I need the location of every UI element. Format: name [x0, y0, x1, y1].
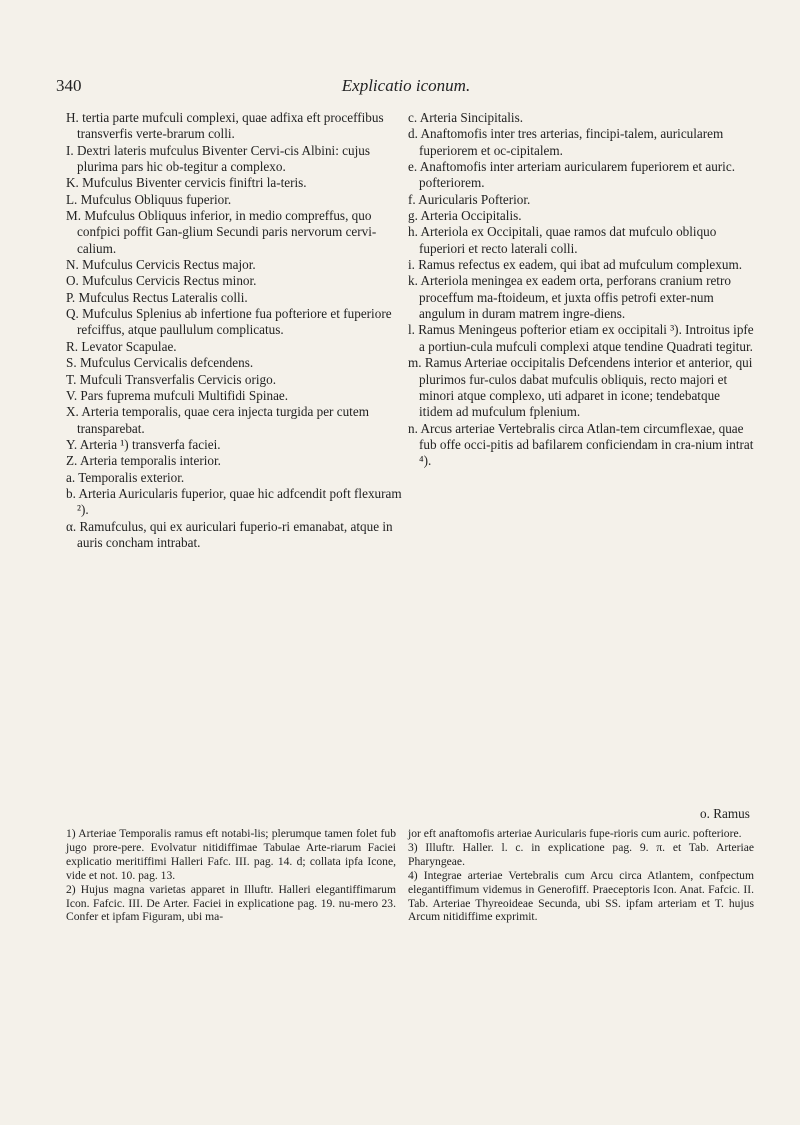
legend-label: h. [408, 224, 418, 240]
legend-entry [66, 175, 402, 191]
legend-label: e. [408, 159, 418, 175]
legend-text: Arteriola ex Occipitali, quae ramos dat mufculo obliquo fuperiori et recto laterali colli. [419, 224, 717, 256]
legend-label: I. [66, 142, 74, 158]
legend-entry [66, 470, 402, 486]
page-header [56, 76, 756, 100]
catchword: o. Ramus [700, 806, 750, 821]
legend-entry [66, 192, 402, 208]
legend-entry [66, 486, 402, 519]
legend-text: Arteria Occipitalis. [420, 208, 522, 224]
legend-label: b. [66, 485, 76, 501]
legend-entry [408, 421, 754, 470]
legend-label: c. [408, 110, 418, 125]
legend-text: Mufculus Cervicis Rectus minor. [82, 273, 257, 289]
footnote: jor eft anaftomofis arteriae Auricularis fupe-rioris cum auric. pofteriore. [408, 827, 742, 840]
legend-label: M. [66, 208, 82, 224]
legend-text: tertia parte mufculi complexi, quae adfixa eft proceffibus transverfis verte-brarum colli. [77, 110, 384, 142]
legend-text: Dextri lateris mufculus Biventer Cervi-cis Albini: cujus plurima pars hic ob-tegitur a complexo. [77, 142, 370, 175]
legend-label: α. [66, 518, 77, 534]
legend-label: R. [66, 338, 79, 354]
legend-label: Y. [66, 436, 78, 452]
legend-text: Ramus refectus ex eadem, qui ibat ad mufculum complexum. [418, 257, 742, 273]
legend-entry [66, 208, 402, 257]
legend-entry [408, 322, 754, 355]
legend-text: Mufculus Cervicis Rectus major. [82, 257, 256, 273]
legend-text: Arteria Auricularis fuperior, quae hic adfcendit poft flexuram ²). [77, 485, 402, 518]
legend-entry [408, 355, 754, 420]
legend-label: g. [408, 208, 418, 224]
footnote: 1) Arteriae Temporalis ramus eft notabi-lis; plerumque tamen folet fub jugo prore-pere. Evolvatur nitidiffimae Tabulae Arte-riarum Faciei explicatio meritiffimi Halleri Fafc. III. pag. 14. d; collata ipfa Icone, vide et not. 10. pag. 13. [66, 827, 396, 882]
legend-text: Arteriola meningea ex eadem orta, perforans cranium retro proceffum ma-ftoideum, et juxta offis petrofi exter-num angulum in duram matrem ingre-diens. [419, 273, 731, 322]
page-number: 340 [56, 76, 82, 95]
legend-entry [66, 404, 402, 437]
legend-entry [66, 437, 402, 453]
legend-entry [408, 257, 754, 273]
legend-label: S. [66, 355, 77, 371]
legend-text: Auricularis Pofterior. [418, 191, 531, 207]
legend-text: Mufculus Obliquus fuperior. [80, 191, 232, 207]
footnotes-left [66, 827, 396, 924]
legend-entry [408, 224, 754, 257]
running-title: Explicatio iconum. [341, 76, 471, 95]
legend-entry [408, 192, 754, 208]
legend-text: Anaftomofis inter arteriam auricularem fuperiorem et auric. pofteriorem. [419, 159, 735, 191]
legend-entry [66, 290, 402, 306]
legend-text: Arteria ¹) transverfa faciei. [79, 436, 221, 452]
legend-text: Arteria temporalis, quae cera injecta turgida per cutem transparebat. [77, 404, 369, 436]
legend-entry [66, 110, 402, 143]
legend-entry [66, 339, 402, 355]
legend-label: V. [66, 387, 78, 403]
legend-entry [66, 453, 402, 469]
legend-label: n. [408, 420, 418, 436]
legend-text: Levator Scapulae. [81, 338, 177, 354]
legend-label: Q. [66, 306, 79, 322]
legend-label: X. [66, 404, 79, 420]
footnotes-right [408, 827, 754, 924]
legend-text: Arteria Sincipitalis. [419, 110, 524, 125]
legend-entry [408, 126, 754, 159]
legend-label: k. [408, 273, 418, 289]
legend-label: P. [66, 289, 76, 305]
legend-entry [408, 159, 754, 192]
footnote: 3) Illuftr. Haller. l. c. in explicatione pag. 9. π. et Tab. Arteriae Pharyngeae. [408, 840, 754, 868]
legend-label: L. [66, 191, 78, 207]
legend-text: Mufculus Biventer cervicis finiftri la-teris. [82, 175, 307, 191]
legend-text: Pars fuprema mufculi Multifidi Spinae. [80, 387, 289, 403]
legend-label: N. [66, 257, 79, 273]
legend-label: d. [408, 126, 418, 142]
legend-entry [66, 388, 402, 404]
legend-label: Z. [66, 453, 78, 469]
legend-entry [66, 306, 402, 339]
legend-entry [66, 273, 402, 289]
legend-text: Anaftomofis inter tres arterias, fincipi-talem, auricularem fuperiorem et oc-cipitalem. [419, 126, 724, 158]
legend-text: Mufculus Obliquus inferior, in medio compreffus, quo confpici poffit Gan-glium Secundi paris nervorum cervi-calium. [77, 208, 377, 256]
legend-label: l. [408, 322, 415, 338]
legend-label: m. [408, 355, 422, 371]
legend-entry [66, 355, 402, 371]
legend-label: i. [408, 257, 415, 273]
legend-text: Ramus Arteriae occipitalis Defcendens interior et anterior, qui plurimos fur-culos dabat mufculis obliquis, recto majori et minori atque complexo, uti adparet in icone; tendebatque itidem ad mufculum fplenium. [419, 355, 753, 420]
legend-text: Mufculi Transverfalis Cervicis origo. [79, 371, 276, 387]
legend-text: Mufculus Rectus Lateralis colli. [78, 289, 248, 305]
legend-entry [66, 519, 402, 552]
legend-text: Temporalis exterior. [78, 469, 185, 485]
footnote: 4) Integrae arteriae Vertebralis cum Arcu circa Atlantem, confpectum elegantiffimum videmus in Generofiff. Praeceptoris Icon. Anat. Fafcic. II. Tab. Arteriae Thyreoideae Secunda, ubi SS. ipfam arteriam et T. hujus Arcum nitidiffime exprimit. [408, 868, 754, 924]
legend-entry [408, 208, 754, 224]
left-column [66, 110, 402, 551]
legend-text: Ramufculus, qui ex auriculari fuperio-ri emanabat, atque in auris concham intrabat. [77, 518, 393, 550]
legend-label: a. [66, 469, 76, 485]
legend-entry [408, 110, 754, 126]
legend-label: K. [66, 175, 79, 191]
legend-label: O. [66, 273, 79, 289]
right-column [408, 110, 754, 470]
legend-text: Arteria temporalis interior. [79, 453, 221, 469]
legend-text: Mufculus Cervicalis defcendens. [79, 355, 254, 371]
legend-label: T. [66, 371, 77, 387]
footnote: 2) Hujus magna varietas apparet in Illuftr. Halleri elegantiffimarum Icon. Fafcic. III. De Arter. Faciei in explicatione pag. 19. nu-mero 23. Confer et ipfam Figuram, ubi ma- [66, 882, 396, 924]
legend-entry [66, 257, 402, 273]
legend-text: Arcus arteriae Vertebralis circa Atlan-tem circumflexae, quae fub offe occi-pitis ad bafilarem conficiendam in cra-nium intrat ⁴). [419, 420, 754, 469]
legend-entry [408, 273, 754, 322]
legend-text: Ramus Meningeus pofterior etiam ex occipitali ³). Introitus ipfe a portiun-cula mufculi complexi atque tendine Quadrati tegitur. [418, 322, 754, 354]
legend-label: H. [66, 110, 79, 125]
legend-entry [66, 143, 402, 176]
legend-label: f. [408, 191, 416, 207]
legend-entry [66, 372, 402, 388]
legend-text: Mufculus Splenius ab infertione fua pofteriore et fuperiore refciffus, atque paullulum complicatus. [77, 306, 392, 338]
